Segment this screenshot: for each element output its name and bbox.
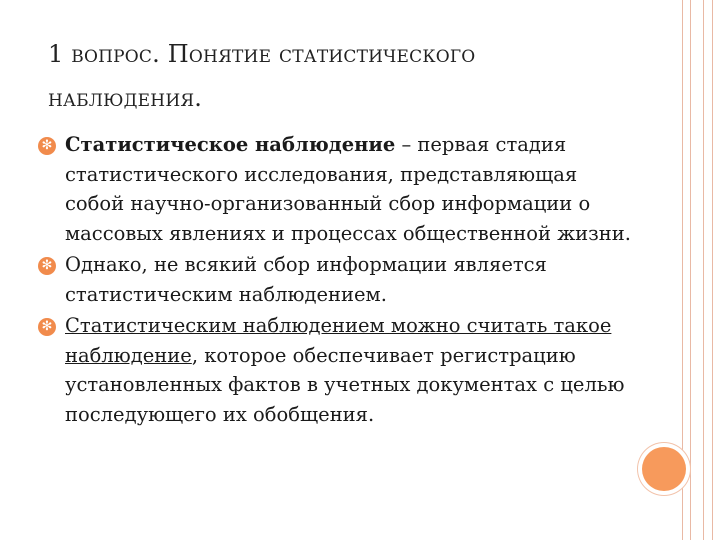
bullet-item-3 [38,311,638,429]
sun-icon: ✻ [38,137,56,155]
decorative-circle [642,447,686,491]
bullet-item-2 [38,250,638,309]
frame-line [712,0,713,540]
frame-line [690,0,691,540]
term-bold: Статистическое наблюдение [65,133,396,156]
bullet-list [38,130,638,431]
bullet-text [65,311,638,429]
bullet-text [65,130,638,248]
definition-text: – первая стадия статистического исследования, представляющая собой научно-организованный сбор информации о массовых явлениях и процессах общественной жизни. [65,133,631,245]
frame-line [703,0,704,540]
title-line-1: 1 вопрос. Понятие статистического [48,40,476,68]
underlined-phrase: Статистическим наблюдением можно считать такое наблюдение [65,314,612,367]
slide-title [48,32,648,120]
bullet-text: Однако, не всякий сбор информации является статистическим наблюдением. [65,253,547,306]
sun-icon: ✻ [38,257,56,275]
sun-icon: ✻ [38,318,56,336]
title-line-2: наблюдения. [48,84,203,112]
continuation-text: , которое обеспечивает регистрацию установленных фактов в учетных документах с целью последующего их обобщения. [65,343,625,426]
bullet-item-1 [38,130,638,248]
